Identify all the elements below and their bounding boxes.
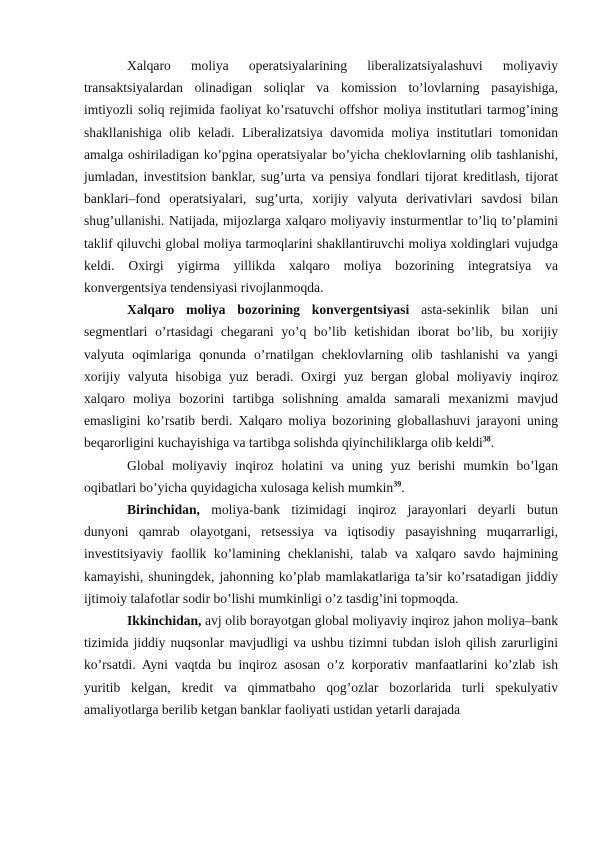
paragraph-text: Xalqaro moliya operatsiyalarining liberalizatsiyalashuvi moliyaviy transaktsiyalardan olinadigan soliqlar va komission to’lovlarning pasayishiga, imtiyozli soliq rejimida faoliyat ko’rsatuvchi offshor moliya institutlari tarmog’ining shakllanishiga olib keladi. Liberalizatsiya davomida moliya institutlari tomonidan amalga oshiriladigan ko’pgina operatsiyalar bo’yicha cheklovlarning olib tashlanishi, jumladan, investitsion banklar, sug’urta va pensiya fondlari tijorat kreditlash, tijorat banklari–fond operatsiyalari, sug’urta, xorijiy valyuta derivativlari savdosi bilan shug’ullanishi. Natijada, mijozlarga xalqaro moliyaviy insturmentlar to’liq to’plamini taklif qiluvchi global moliya tarmoqlarini shakllantiruvchi moliya xoldinglari vujudga keldi. Oxirgi yigirma yillikda xalqaro moliya bozorining integratsiya va konvergentsiya tendensiyasi rivojlanmoqda. (84, 58, 558, 296)
paragraph-crisis-conclusion (84, 455, 558, 499)
paragraph-convergence (84, 299, 558, 454)
paragraph-text: Global moliyaviy inqiroz holatini va uning yuz berishi mumkin bo’lgan oqibatlari bo’yicha quyidagicha xulosaga kelish mumkin (84, 457, 558, 495)
footnote-ref-38[interactable]: 38 (482, 434, 491, 444)
paragraph-end-punct: . (490, 435, 495, 451)
paragraph-secondly (84, 610, 558, 721)
paragraph-text: moliya-bank tizimidagi inqiroz jarayonlari deyarli butun dunyoni qamrab olayotgani, retsessiya va iqtisodiy pasayishning muqarrarligi, investitsiyaviy faollik ko’lamining cheklanishi, talab va xalqaro savdo hajmining kamayishi, shuningdek, jahonning ko’plab mamlakatlariga ta’sir ko’rsatadigan jiddiy ijtimoiy talafotlar sodir bo’lishi mumkinligi o’z tasdig’ini topmoqda. (84, 502, 558, 606)
paragraph-lead-term: Xalqaro moliya bozorining konvergentsiyasi (127, 302, 410, 318)
paragraph-liberalization (84, 55, 558, 299)
paragraph-text: avj olib borayotgan global moliyaviy inqiroz jahon moliya–bank tizimida jiddiy nuqsonlar mavjudligi va ushbu tizimni tubdan isloh qilish zarurligini ko’rsatdi. Ayni vaqtda bu inqiroz asosan o’z korporativ manfaatlarini ko’zlab ish yuritib kelgan, kredit va qimmatbaho qog’ozlar bozorlarida turli spekulyativ amaliyotlarga berilib ketgan banklar faoliyati ustidan yetarli darajada (84, 613, 558, 717)
document-page (84, 55, 558, 721)
paragraph-firstly (84, 499, 558, 610)
footnote-ref-39[interactable]: 39 (393, 479, 402, 489)
paragraph-lead-term: Ikkinchidan, (127, 613, 202, 629)
paragraph-end-punct: . (401, 479, 405, 495)
paragraph-lead-term: Birinchidan, (127, 502, 200, 518)
paragraph-text: asta-sekinlik bilan uni segmentlari o’rtasidagi chegarani yo’q bo’lib ketishidan iborat bo’lib, bu xorijiy valyuta oqimlariga qonunda o’rnatilgan cheklovlarning olib tashlanishi va yangi xorijiy valyuta hisobiga yuz beradi. Oxirgi yuz bergan global moliyaviy inqiroz xalqaro moliya bozorini tartibga solishning amalda samarali mexanizmi mavjud emasligini ko’rsatib berdi. Xalqaro moliya bozorining globallashuvi jarayoni uning beqarorligini kuchayishiga va tartibga solishda qiyinchiliklarga olib keldi (84, 302, 558, 451)
